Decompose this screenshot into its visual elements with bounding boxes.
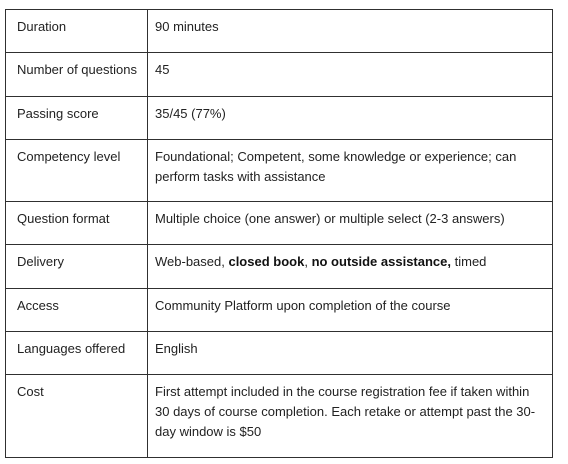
row-label: Delivery bbox=[6, 245, 148, 289]
row-value: English bbox=[148, 332, 553, 375]
delivery-text-2: , bbox=[304, 254, 312, 269]
table-row bbox=[6, 140, 553, 202]
row-value: 90 minutes bbox=[148, 10, 553, 53]
table-row bbox=[6, 332, 553, 375]
row-value: First attempt included in the course registration fee if taken within 30 days of course completion. Each retake or attempt past the 30-day window is $50 bbox=[148, 375, 553, 458]
exam-details-table bbox=[5, 9, 553, 458]
row-value: Multiple choice (one answer) or multiple select (2-3 answers) bbox=[148, 202, 553, 245]
table-row bbox=[6, 245, 553, 289]
row-label: Access bbox=[6, 289, 148, 332]
delivery-text-1: Web-based, bbox=[155, 254, 229, 269]
row-value: Foundational; Competent, some knowledge or experience; can perform tasks with assistance bbox=[148, 140, 553, 202]
row-label: Languages offered bbox=[6, 332, 148, 375]
row-label: Passing score bbox=[6, 97, 148, 140]
row-value: 35/45 (77%) bbox=[148, 97, 553, 140]
row-value: 45 bbox=[148, 53, 553, 97]
table-row bbox=[6, 97, 553, 140]
exam-details-panel bbox=[5, 9, 553, 458]
row-label: Competency level bbox=[6, 140, 148, 202]
row-label: Question format bbox=[6, 202, 148, 245]
delivery-text-3: timed bbox=[451, 254, 487, 269]
table-row bbox=[6, 202, 553, 245]
row-value-delivery bbox=[148, 245, 553, 289]
delivery-bold-closed-book: closed book bbox=[228, 254, 305, 269]
row-label: Cost bbox=[6, 375, 148, 458]
table-row bbox=[6, 375, 553, 458]
row-label: Duration bbox=[6, 10, 148, 53]
row-value: Community Platform upon completion of the course bbox=[148, 289, 553, 332]
table-row bbox=[6, 10, 553, 53]
delivery-bold-no-assistance: no outside assistance, bbox=[311, 254, 451, 269]
table-row bbox=[6, 53, 553, 97]
row-label: Number of questions bbox=[6, 53, 148, 97]
table-row bbox=[6, 289, 553, 332]
